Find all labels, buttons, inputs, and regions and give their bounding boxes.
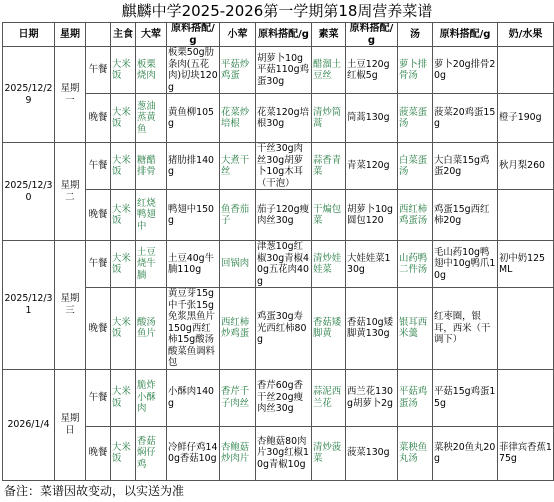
soup-ingredients-cell: 大白菜15g鸡蛋20g (433, 143, 498, 190)
vegetable-ingredients-cell: 土豆120g红椒5g (346, 47, 398, 94)
header-extra: 奶/水果 (498, 23, 554, 47)
milk-fruit-cell: 秋月梨260 (498, 143, 554, 190)
table-row (3, 94, 554, 143)
meal-cell: 午餐 (86, 143, 111, 190)
main-dish-cell: 土豆烧牛腩 (136, 241, 167, 288)
milk-fruit-cell: 橙子190g (498, 94, 554, 143)
vegetable-dish-cell: 清炒菠菜 (312, 426, 346, 480)
milk-fruit-cell: 菲律宾香蕉175g (498, 426, 554, 480)
staple-cell: 大米饭 (111, 426, 136, 480)
small-ingredients-cell: 胡萝卜10g平菇110g鸡蛋30g (256, 47, 312, 94)
main-dish-cell: 香菇焖仔鸡 (136, 426, 167, 480)
milk-fruit-cell (498, 47, 554, 94)
small-dish-cell: 花菜炒培根 (220, 94, 256, 143)
vegetable-dish-cell: 清炒娃娃菜 (312, 241, 346, 288)
milk-fruit-cell: 初中奶125ML (498, 241, 554, 288)
soup-dish-cell: 山药鸭二件汤 (398, 241, 433, 288)
main-ingredients-cell: 猪肋排140g (167, 143, 220, 190)
header-veg-ing: 原料搭配/g (346, 23, 398, 47)
soup-dish-cell: 白菜蛋汤 (398, 143, 433, 190)
vegetable-ingredients-cell: 胡萝卜10g圆包120 (346, 190, 398, 241)
small-ingredients-cell: 茄子120g瘦肉丝30g (256, 190, 312, 241)
small-ingredients-cell: 津葱10g红椒30g青椒40g五花肉40g (256, 241, 312, 288)
soup-dish-cell: 菠菜蛋汤 (398, 94, 433, 143)
small-dish-cell: 杏鲍菇炒肉片 (220, 426, 256, 480)
table-row (3, 47, 554, 94)
soup-dish-cell: 银耳西米羹 (398, 288, 433, 370)
main-ingredients-cell: 黄豆芽15g中千张15g免浆黑鱼片150g西红柿15g酸汤酸菜鱼调料包 (167, 288, 220, 370)
small-ingredients-cell: 干丝30g肉丝30g胡萝卜10g木耳（干泡） (256, 143, 312, 190)
staple-cell: 大米饭 (111, 190, 136, 241)
main-ingredients-cell: 小酥肉140g (167, 369, 220, 426)
small-dish-cell: 回锅肉 (220, 241, 256, 288)
staple-cell: 大米饭 (111, 369, 136, 426)
milk-fruit-cell (498, 369, 554, 426)
meal-cell: 晚餐 (86, 190, 111, 241)
soup-ingredients-cell: 菠菜20鸡蛋15g (433, 94, 498, 143)
date-cell: 2025/12/31 (3, 241, 55, 370)
header-soup: 汤 (398, 23, 433, 47)
header-soup-ing: 原料搭配/g (433, 23, 498, 47)
table-row (3, 426, 554, 480)
header-weekday: 星期 (55, 23, 86, 47)
table-row (3, 190, 554, 241)
staple-cell: 大米饭 (111, 47, 136, 94)
meal-cell: 午餐 (86, 241, 111, 288)
vegetable-dish-cell: 醋溜土豆丝 (312, 47, 346, 94)
header-row (3, 23, 554, 47)
vegetable-ingredients-cell: 青菜120g (346, 143, 398, 190)
menu-table (2, 22, 554, 481)
date-cell: 2025/12/29 (3, 47, 55, 143)
vegetable-dish-cell: 干煸包菜 (312, 190, 346, 241)
vegetable-dish-cell: 清炒筒蒿 (312, 94, 346, 143)
main-ingredients-cell: 冷鲜仔鸡140g香菇10g (167, 426, 220, 480)
staple-cell: 大米饭 (111, 94, 136, 143)
table-row (3, 143, 554, 190)
weekday-cell: 星期二 (55, 143, 86, 241)
milk-fruit-cell (498, 288, 554, 370)
soup-ingredients-cell: 红枣圈，银耳，西米（干调下） (433, 288, 498, 370)
soup-ingredients-cell: 平菇15g鸡蛋15g (433, 369, 498, 426)
meal-cell: 晚餐 (86, 288, 111, 370)
header-small-ing: 原料搭配/g (256, 23, 312, 47)
main-ingredients-cell: 土豆40g牛腩110g (167, 241, 220, 288)
main-dish-cell: 酸汤鱼片 (136, 288, 167, 370)
vegetable-dish-cell: 蒜泥西兰花 (312, 369, 346, 426)
main-dish-cell: 脆炸小酥肉 (136, 369, 167, 426)
soup-dish-cell: 萝卜排骨汤 (398, 47, 433, 94)
meal-cell: 晚餐 (86, 426, 111, 480)
weekday-cell: 星期三 (55, 241, 86, 370)
meal-cell: 午餐 (86, 369, 111, 426)
table-row (3, 369, 554, 426)
staple-cell: 大米饭 (111, 288, 136, 370)
header-meal (86, 23, 111, 47)
header-main: 大荤 (136, 23, 167, 47)
milk-fruit-cell (498, 190, 554, 241)
main-dish-cell: 板栗烧肉 (136, 47, 167, 94)
date-cell: 2026/1/4 (3, 369, 55, 480)
small-dish-cell: 平菇炒鸡蛋 (220, 47, 256, 94)
table-row (3, 241, 554, 288)
small-dish-cell: 香芹千子肉丝 (220, 369, 256, 426)
small-ingredients-cell: 鸡蛋30g寿光西红柿80g (256, 288, 312, 370)
table-row (3, 288, 554, 370)
header-main-ing: 原料搭配/g (167, 23, 220, 47)
main-dish-cell: 红烧鸭翅中 (136, 190, 167, 241)
soup-ingredients-cell: 毛山药10g鸭翅中10g鸭爪10g (433, 241, 498, 288)
header-small: 小荤 (220, 23, 256, 47)
vegetable-ingredients-cell: 西兰花130g胡萝卜2g (346, 369, 398, 426)
date-cell: 2025/12/30 (3, 143, 55, 241)
meal-cell: 午餐 (86, 47, 111, 94)
vegetable-ingredients-cell: 香菇10g矮脚黄130g (346, 288, 398, 370)
main-ingredients-cell: 鸭翅中150g (167, 190, 220, 241)
vegetable-ingredients-cell: 筒蒿130g (346, 94, 398, 143)
soup-dish-cell: 平菇鸡蛋汤 (398, 369, 433, 426)
footer-note: 备注：菜谱因故变动，以实送为准 (4, 484, 185, 498)
soup-ingredients-cell: 萝卜20g排骨20g (433, 47, 498, 94)
weekday-cell: 星期一 (55, 47, 86, 143)
vegetable-dish-cell: 香菇矮脚黄 (312, 288, 346, 370)
page-title: 麒麟中学2025-2026第一学期第18周营养菜谱 (121, 2, 433, 20)
main-dish-cell: 葱油蒸黄鱼 (136, 94, 167, 143)
header-staple: 主食 (111, 23, 136, 47)
small-dish-cell: 鱼香茄子 (220, 190, 256, 241)
soup-dish-cell: 西红柿鸡蛋汤 (398, 190, 433, 241)
vegetable-ingredients-cell: 大娃娃菜130g (346, 241, 398, 288)
soup-ingredients-cell: 菜秧20鱼丸20g (433, 426, 498, 480)
header-veg: 素菜 (312, 23, 346, 47)
vegetable-ingredients-cell: 菠菜130g (346, 426, 398, 480)
small-dish-cell: 大煮干丝 (220, 143, 256, 190)
main-ingredients-cell: 黄鱼柳105g (167, 94, 220, 143)
staple-cell: 大米饭 (111, 143, 136, 190)
weekday-cell: 星期日 (55, 369, 86, 480)
main-dish-cell: 糖醋排骨 (136, 143, 167, 190)
main-ingredients-cell: 板栗50g肋条肉(五花肉)切块120g (168, 47, 218, 93)
header-date: 日期 (3, 23, 55, 47)
small-ingredients-cell: 杏鲍菇80肉片30g红椒10g青椒10g (256, 426, 312, 480)
small-dish-cell: 西红柿炒鸡蛋 (220, 288, 256, 370)
staple-cell: 大米饭 (111, 241, 136, 288)
soup-ingredients-cell: 鸡蛋15g西红柿20g (433, 190, 498, 241)
vegetable-dish-cell: 蒜香青菜 (312, 143, 346, 190)
small-ingredients-cell: 香芹60g香干丝20g瘦肉丝30g (256, 369, 312, 426)
meal-cell: 晚餐 (86, 94, 111, 143)
soup-dish-cell: 菜秧鱼丸汤 (398, 426, 433, 480)
small-ingredients-cell: 花菜120g培根30g (256, 94, 312, 143)
